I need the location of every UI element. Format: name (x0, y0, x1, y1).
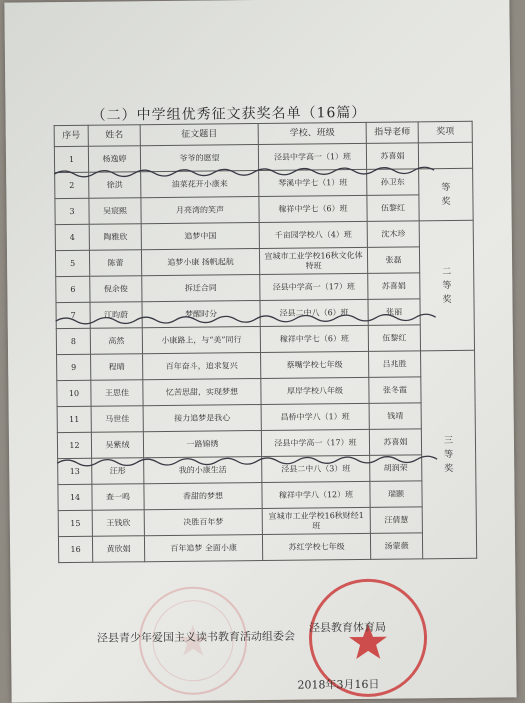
footer-committee-name: 泾县青少年爱国主义读书教育活动组委会 (96, 629, 296, 645)
cell-school: 泾县二中八（6）班 (260, 299, 368, 326)
cell-teacher: 伍黎红 (368, 325, 420, 352)
cell-school: 厚岸学校八年级 (261, 377, 369, 404)
cell-school: 昌桥中学八（1）班 (261, 403, 369, 430)
award-label-char: 奖 (442, 294, 452, 305)
cell-no: 6 (56, 276, 90, 302)
cell-topic: 决胜百年梦 (144, 508, 262, 535)
footer-date: 2018年3月16日 (297, 677, 380, 692)
cell-school: 宣城市工业学校16秋文化体特班 (259, 247, 367, 274)
cell-topic: 我的小康生活 (144, 456, 262, 483)
cell-topic: 月亮湾的笑声 (141, 197, 259, 224)
cell-school: 琴溪中学七（1）班 (259, 169, 367, 196)
award-label-char: 三 (443, 435, 454, 446)
cell-teacher: 钱靖 (369, 403, 421, 430)
header-topic: 征文题目 (140, 124, 258, 146)
award-label-char: 奖 (441, 196, 451, 207)
cell-name: 吴宸熙 (89, 198, 141, 225)
award-label-char: 等 (444, 449, 454, 460)
cell-school: 泾县二中八（3）班 (262, 455, 370, 482)
footer-bureau-name: 泾县教育体育局 (308, 620, 386, 635)
cell-no: 11 (57, 406, 91, 432)
header-name: 姓名 (88, 125, 140, 147)
cell-topic: 一路锦绣 (143, 430, 261, 457)
cell-name: 高然 (90, 328, 142, 355)
cell-topic: 梦醒时分 (142, 301, 260, 328)
cell-school: 泾县中学高一（17）班 (261, 429, 369, 456)
award-table-wrapper (54, 121, 477, 563)
header-award: 奖项 (418, 121, 472, 143)
cell-no: 1 (54, 146, 88, 172)
cell-topic: 油菜花开小康来 (141, 171, 259, 198)
cell-name: 查一鸣 (92, 484, 144, 511)
cell-teacher: 汤蒙薇 (370, 533, 422, 560)
cell-school: 稼祥中学七（6）班 (260, 325, 368, 352)
cell-school: 稼祥中学八（12）班 (262, 481, 370, 508)
award-table (54, 121, 478, 563)
cell-no: 12 (57, 432, 91, 458)
cell-teacher: 胡润荣 (370, 455, 422, 482)
cell-name: 徐洪 (89, 172, 141, 199)
award-label-char: 奖 (444, 463, 454, 474)
cell-no: 9 (57, 354, 91, 380)
cell-no: 14 (58, 484, 92, 510)
header-teacher: 指导老师 (366, 122, 418, 144)
cell-no: 8 (56, 328, 90, 354)
header-school: 学校、班级 (258, 122, 366, 144)
cell-no: 3 (55, 198, 89, 224)
cell-teacher: 吕兆胜 (369, 351, 421, 378)
cell-name: 黄欣娟 (92, 536, 144, 563)
cell-topic: 拆迁合同 (142, 275, 260, 302)
cell-teacher: 伍黎红 (367, 195, 419, 222)
first-prize-cell (419, 168, 474, 221)
cell-no: 4 (55, 224, 89, 250)
cell-no: 15 (58, 510, 92, 536)
cell-name: 陈蕾 (89, 250, 141, 277)
cell-teacher: 张磊 (367, 247, 419, 274)
cell-name: 吴紫绒 (91, 432, 143, 459)
second-prize-cell (419, 220, 474, 351)
table-row (58, 532, 476, 562)
cell-no: 2 (55, 172, 89, 198)
cell-school: 泾县中学高一（1）班 (258, 143, 366, 170)
cell-topic: 接力追梦是我心 (143, 404, 261, 431)
cell-name: 陶雅欣 (89, 224, 141, 251)
cell-name: 王钱欣 (92, 510, 144, 537)
cell-name: 倪余俊 (90, 276, 142, 303)
cell-no: 16 (58, 536, 92, 562)
third-prize-cell (421, 350, 477, 559)
cell-name: 马世佳 (91, 406, 143, 433)
cell-name: 王思佳 (91, 380, 143, 407)
cell-school: 稼祥中学七（6）班 (259, 195, 367, 222)
award-label-char: 等 (442, 280, 452, 291)
cell-teacher: 汪倩慧 (370, 507, 422, 534)
cell-teacher: 苏喜娟 (369, 429, 421, 456)
cell-topic: 百年追梦 全面小康 (144, 534, 262, 561)
cell-topic: 百年奋斗，追求复兴 (143, 352, 261, 379)
cell-school: 苏红学校七年级 (262, 533, 370, 560)
cell-school: 千亩园学校八（4）班 (259, 221, 367, 248)
cell-teacher: 瑞颢 (370, 481, 422, 508)
cell-topic: 追梦中国 (141, 223, 259, 250)
cell-teacher: 沈木珍 (367, 221, 419, 248)
award-label-char: 二 (442, 266, 452, 277)
cell-topic: 追梦小康 扬帆起航 (141, 249, 259, 276)
cell-school: 蔡嘴学校七年级 (261, 351, 369, 378)
cell-name: 程晴 (91, 354, 143, 381)
cell-school: 宣城市工业学校16秋财经1班 (262, 507, 370, 534)
cell-name: 杨逸婷 (88, 146, 140, 173)
award-cell-empty (418, 142, 472, 169)
cell-topic: 香甜的梦想 (144, 482, 262, 509)
cell-school: 泾县中学高一（17）班 (260, 273, 368, 300)
cell-name: 汪彤 (92, 458, 144, 485)
cell-teacher: 孙卫东 (367, 169, 419, 196)
document-title: （二）中学组优秀征文获奖名单（16篇） (91, 104, 367, 124)
award-label-char: 等 (441, 182, 451, 193)
document-page (4, 0, 516, 703)
cell-no: 5 (55, 250, 89, 276)
cell-teacher: 苏喜娟 (368, 273, 420, 300)
cell-topic: 忆苦思甜，实现梦想 (143, 378, 261, 405)
table-body (54, 142, 476, 562)
cell-no: 7 (56, 302, 90, 328)
cell-topic: 爷爷的愿望 (140, 145, 258, 172)
cell-topic: 小康路上，与“美”同行 (142, 327, 260, 354)
cell-no: 10 (57, 380, 91, 406)
cell-teacher: 苏喜娟 (366, 143, 418, 170)
cell-no: 13 (58, 458, 92, 484)
cell-name: 江昀蔚 (90, 302, 142, 329)
cell-teacher: 张冬霞 (369, 377, 421, 404)
header-no: 序号 (54, 125, 88, 146)
cell-teacher: 张丽 (368, 299, 420, 326)
